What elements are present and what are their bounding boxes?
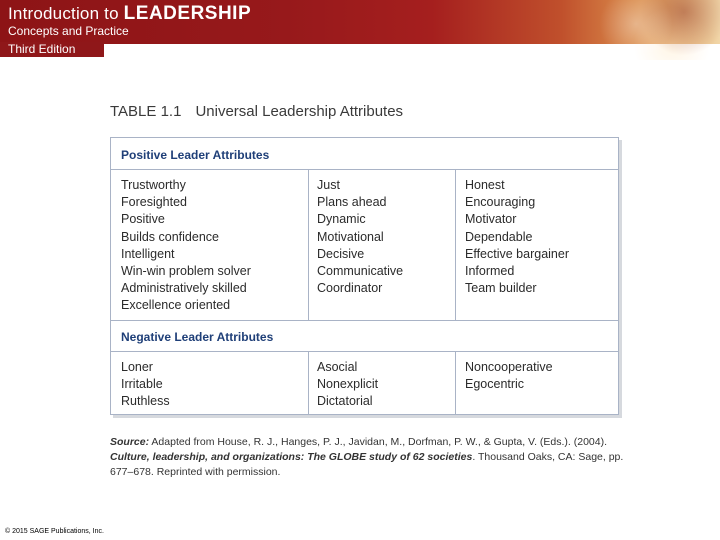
list-item: Ruthless bbox=[121, 394, 170, 409]
negative-column-1 bbox=[121, 359, 170, 411]
negative-column-2 bbox=[317, 359, 378, 411]
divider bbox=[111, 351, 618, 352]
source-text-1: Adapted from House, R. J., Hanges, P. J., Javidan, M., Dorfman, P. W., & Gupta, V. (Eds.). (2004). bbox=[149, 436, 608, 448]
banner-texture bbox=[600, 0, 720, 60]
list-item: Builds confidence bbox=[121, 229, 219, 244]
list-item: Foresighted bbox=[121, 195, 188, 210]
positive-column-1 bbox=[121, 177, 251, 315]
list-item: Egocentric bbox=[465, 377, 525, 392]
positive-column-2 bbox=[317, 177, 403, 297]
list-item: Plans ahead bbox=[317, 195, 387, 210]
list-item: Excellence oriented bbox=[121, 298, 231, 313]
source-note bbox=[110, 435, 625, 480]
edition-label: Third Edition bbox=[0, 42, 104, 57]
column-divider bbox=[455, 351, 456, 414]
list-item: Irritable bbox=[121, 377, 163, 392]
column-divider bbox=[308, 351, 309, 414]
divider bbox=[111, 320, 618, 321]
list-item: Administratively skilled bbox=[121, 281, 247, 296]
list-item: Loner bbox=[121, 360, 153, 374]
list-item: Dictatorial bbox=[317, 394, 373, 409]
column-divider bbox=[455, 169, 456, 320]
list-item: Informed bbox=[465, 264, 515, 279]
list-item: Encouraging bbox=[465, 195, 536, 210]
list-item: Nonexplicit bbox=[317, 377, 379, 392]
list-item: Dynamic bbox=[317, 212, 366, 227]
divider bbox=[111, 169, 618, 170]
list-item: Positive bbox=[121, 212, 165, 227]
list-item: Trustworthy bbox=[121, 178, 186, 192]
negative-column-3 bbox=[465, 359, 553, 393]
attributes-table bbox=[110, 137, 619, 415]
list-item: Decisive bbox=[317, 246, 365, 261]
source-book-title: Culture, leadership, and organizations: The GLOBE study of 62 societies bbox=[110, 451, 473, 463]
list-item: Dependable bbox=[465, 229, 533, 244]
table-heading bbox=[110, 103, 403, 120]
list-item: Coordinator bbox=[317, 281, 383, 296]
copyright-notice: © 2015 SAGE Publications, Inc. bbox=[5, 528, 104, 535]
book-title-part2: LEADERSHIP bbox=[123, 3, 252, 24]
book-subtitle: Concepts and Practice bbox=[8, 24, 129, 38]
list-item: Asocial bbox=[317, 360, 358, 374]
list-item: Team builder bbox=[465, 281, 537, 296]
source-text-2: . Thousand Oaks, CA: Sage, pp. 677–678. Reprinted with permission. bbox=[110, 451, 624, 478]
header-banner bbox=[0, 0, 720, 44]
table-title: Universal Leadership Attributes bbox=[195, 103, 404, 120]
positive-section-heading: Positive Leader Attributes bbox=[121, 148, 270, 162]
negative-section-heading: Negative Leader Attributes bbox=[121, 330, 274, 344]
list-item: Honest bbox=[465, 178, 505, 192]
column-divider bbox=[308, 169, 309, 320]
list-item: Just bbox=[317, 178, 340, 192]
list-item: Communicative bbox=[317, 264, 404, 279]
source-label: Source: bbox=[110, 436, 150, 448]
list-item: Win-win problem solver bbox=[121, 264, 251, 279]
positive-column-3 bbox=[465, 177, 569, 297]
book-title bbox=[8, 5, 251, 23]
list-item: Intelligent bbox=[121, 246, 175, 261]
list-item: Motivational bbox=[317, 229, 384, 244]
list-item: Motivator bbox=[465, 212, 517, 227]
list-item: Effective bargainer bbox=[465, 246, 569, 261]
table-number: TABLE 1.1 bbox=[110, 103, 182, 120]
list-item: Noncooperative bbox=[465, 360, 553, 374]
book-title-part1: Introduction to bbox=[8, 4, 124, 23]
